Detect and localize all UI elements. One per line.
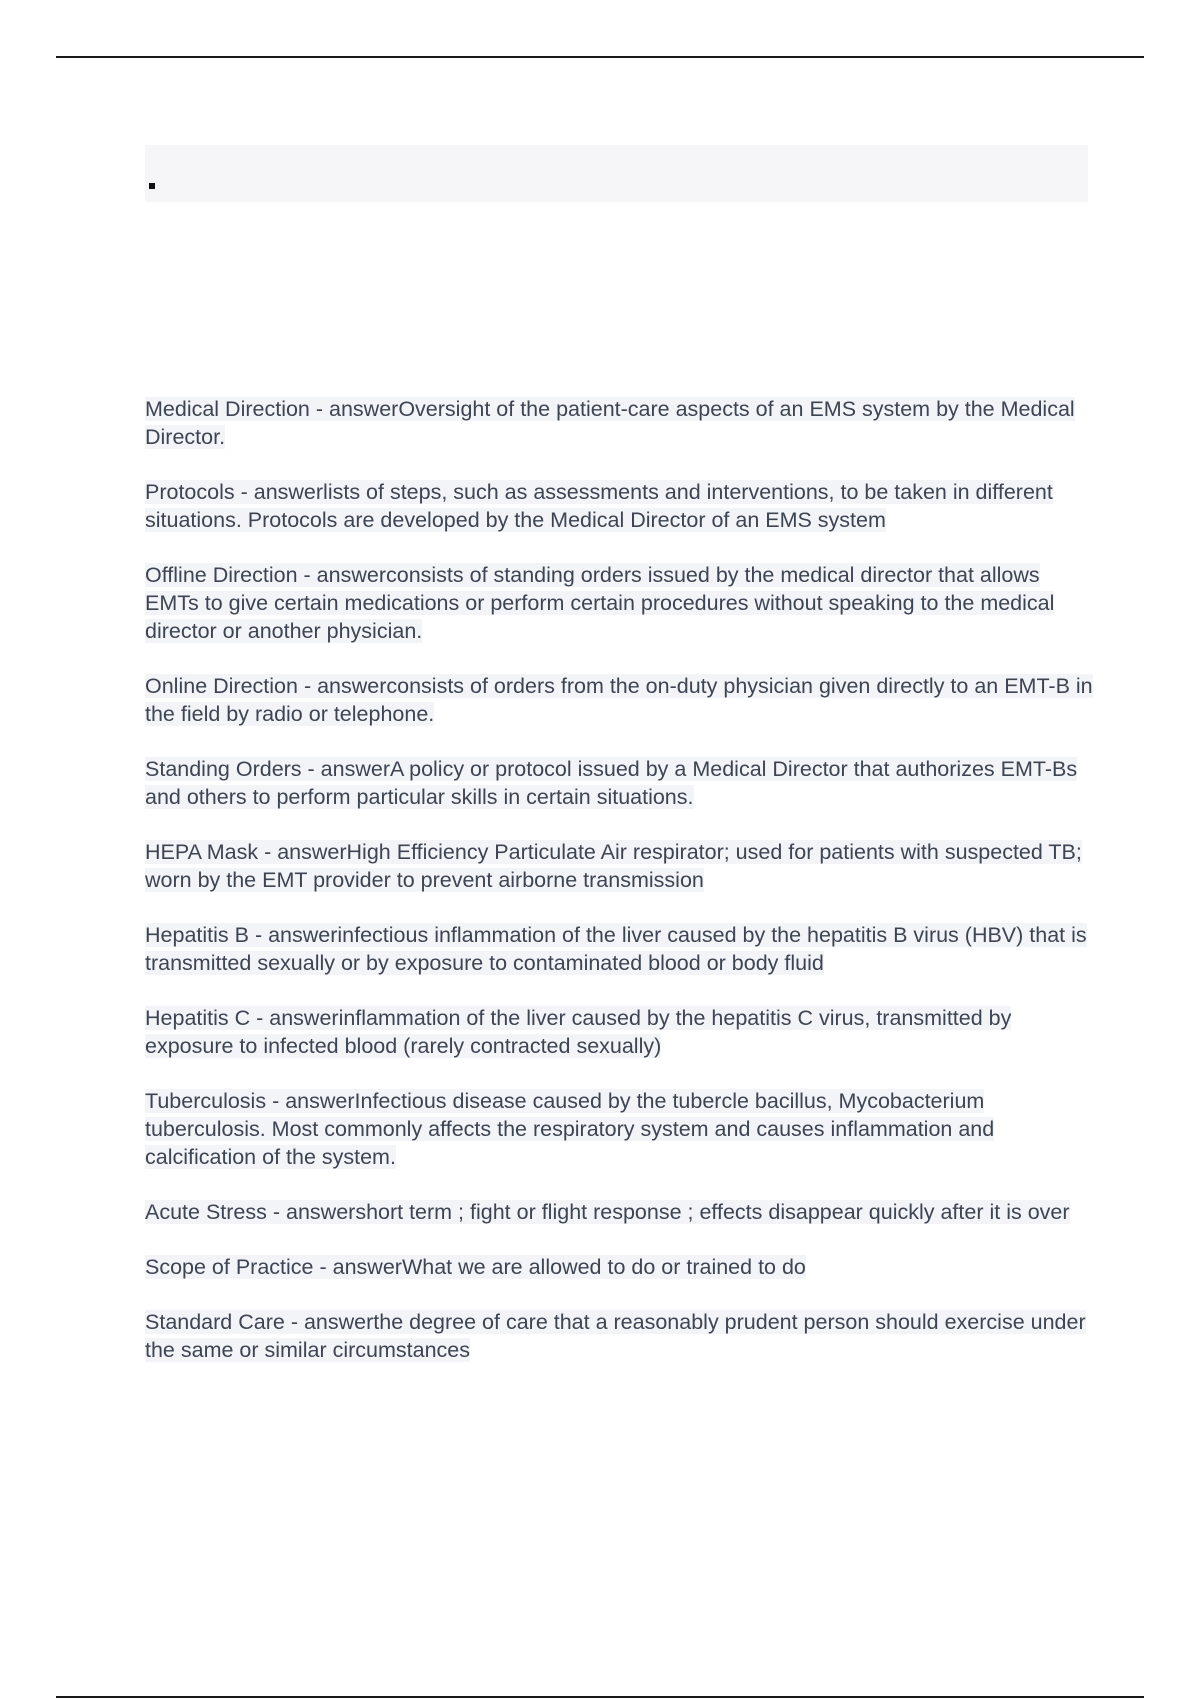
entry-definition: consists of standing orders issued by the medical director that allows EMTs to give certain medications or perform certain procedures without speaking to the medical director or another physician. (145, 563, 1055, 643)
list-item (145, 395, 1095, 451)
entry-definition: short term ; fight or flight response ; effects disappear quickly after it is over (355, 1200, 1070, 1224)
entry-separator: - answer (301, 757, 390, 781)
entry-term: Scope of Practice (145, 1255, 314, 1279)
entry-separator: - answer (297, 563, 386, 587)
list-item (145, 1004, 1095, 1060)
bottom-rule (56, 1696, 1144, 1698)
entry-text (145, 1006, 1011, 1058)
entry-definition: infectious inflammation of the liver caused by the hepatitis B virus (HBV) that is transmitted sexually or by exposure to contaminated blood or body fluid (145, 923, 1087, 975)
entry-term: Standing Orders (145, 757, 302, 781)
list-item (145, 478, 1095, 534)
entry-definition: the degree of care that a reasonably prudent person should exercise under the same or similar circumstances (145, 1310, 1086, 1362)
list-item (145, 921, 1095, 977)
entry-text (145, 674, 1093, 726)
entry-separator: - answer (297, 674, 387, 698)
entry-separator: - answer (250, 1006, 339, 1030)
list-item (145, 755, 1095, 811)
entry-term: Tuberculosis (145, 1089, 267, 1113)
entry-separator: - answer (309, 397, 399, 421)
list-item (145, 1308, 1095, 1364)
entry-term: Acute Stress (145, 1200, 267, 1224)
entry-text (145, 757, 1077, 809)
entry-separator: - answer (266, 1200, 356, 1224)
list-item (145, 1253, 1095, 1281)
bullet-marker (149, 183, 155, 189)
entry-text (145, 397, 1075, 449)
entry-term: Offline Direction (145, 563, 298, 587)
entry-separator: - answer (234, 480, 324, 504)
entry-text (145, 480, 1053, 532)
top-rule (56, 56, 1144, 58)
entry-separator: - answer (266, 1089, 355, 1113)
entry-text (145, 1255, 806, 1279)
entry-separator: - answer (248, 923, 338, 947)
entry-definition: lists of steps, such as assessments and interventions, to be taken in different situations. Protocols are developed by the Medical Director of an EMS system (145, 480, 1053, 532)
list-item (145, 1087, 1095, 1171)
entry-definition: A policy or protocol issued by a Medical Director that authorizes EMT-Bs and others to perform particular skills in certain situations. (145, 757, 1078, 809)
entry-definition: inflammation of the liver caused by the hepatitis C virus, transmitted by exposure to infected blood (rarely contracted sexually) (145, 1006, 1012, 1058)
entry-separator: - answer (313, 1255, 402, 1279)
entry-text (145, 1310, 1086, 1362)
header-band (145, 145, 1088, 202)
entry-definition: Infectious disease caused by the tubercle bacillus, Mycobacterium tuberculosis. Most commonly affects the respiratory system and causes inflammation and calcification of the system. (145, 1089, 995, 1169)
entry-term: Online Direction (145, 674, 298, 698)
entry-text (145, 923, 1087, 975)
entry-separator: - answer (258, 840, 347, 864)
list-item (145, 838, 1095, 894)
entry-text (145, 1089, 994, 1169)
entry-term: Medical Direction (145, 397, 310, 421)
entry-text (145, 563, 1054, 643)
entry-term: Hepatitis C (145, 1006, 251, 1030)
entry-term: HEPA Mask (145, 840, 259, 864)
entry-term: Standard Care (145, 1310, 285, 1334)
entry-definition: What we are allowed to do or trained to do (401, 1255, 806, 1279)
entry-text (145, 840, 1082, 892)
entry-definition: consists of orders from the on-duty physician given directly to an EMT-B in the field by radio or telephone. (145, 674, 1093, 726)
list-item (145, 672, 1095, 728)
entry-term: Protocols (145, 480, 235, 504)
entry-definition: Oversight of the patient-care aspects of an EMS system by the Medical Director. (145, 397, 1075, 449)
entry-term: Hepatitis B (145, 923, 249, 947)
entry-text (145, 1200, 1070, 1224)
entry-separator: - answer (284, 1310, 374, 1334)
list-item (145, 1198, 1095, 1226)
entry-definition: High Efficiency Particulate Air respirator; used for patients with suspected TB; worn by the EMT provider to prevent airborne transmission (145, 840, 1082, 892)
flashcard-list (145, 395, 1095, 1391)
list-item (145, 561, 1095, 645)
